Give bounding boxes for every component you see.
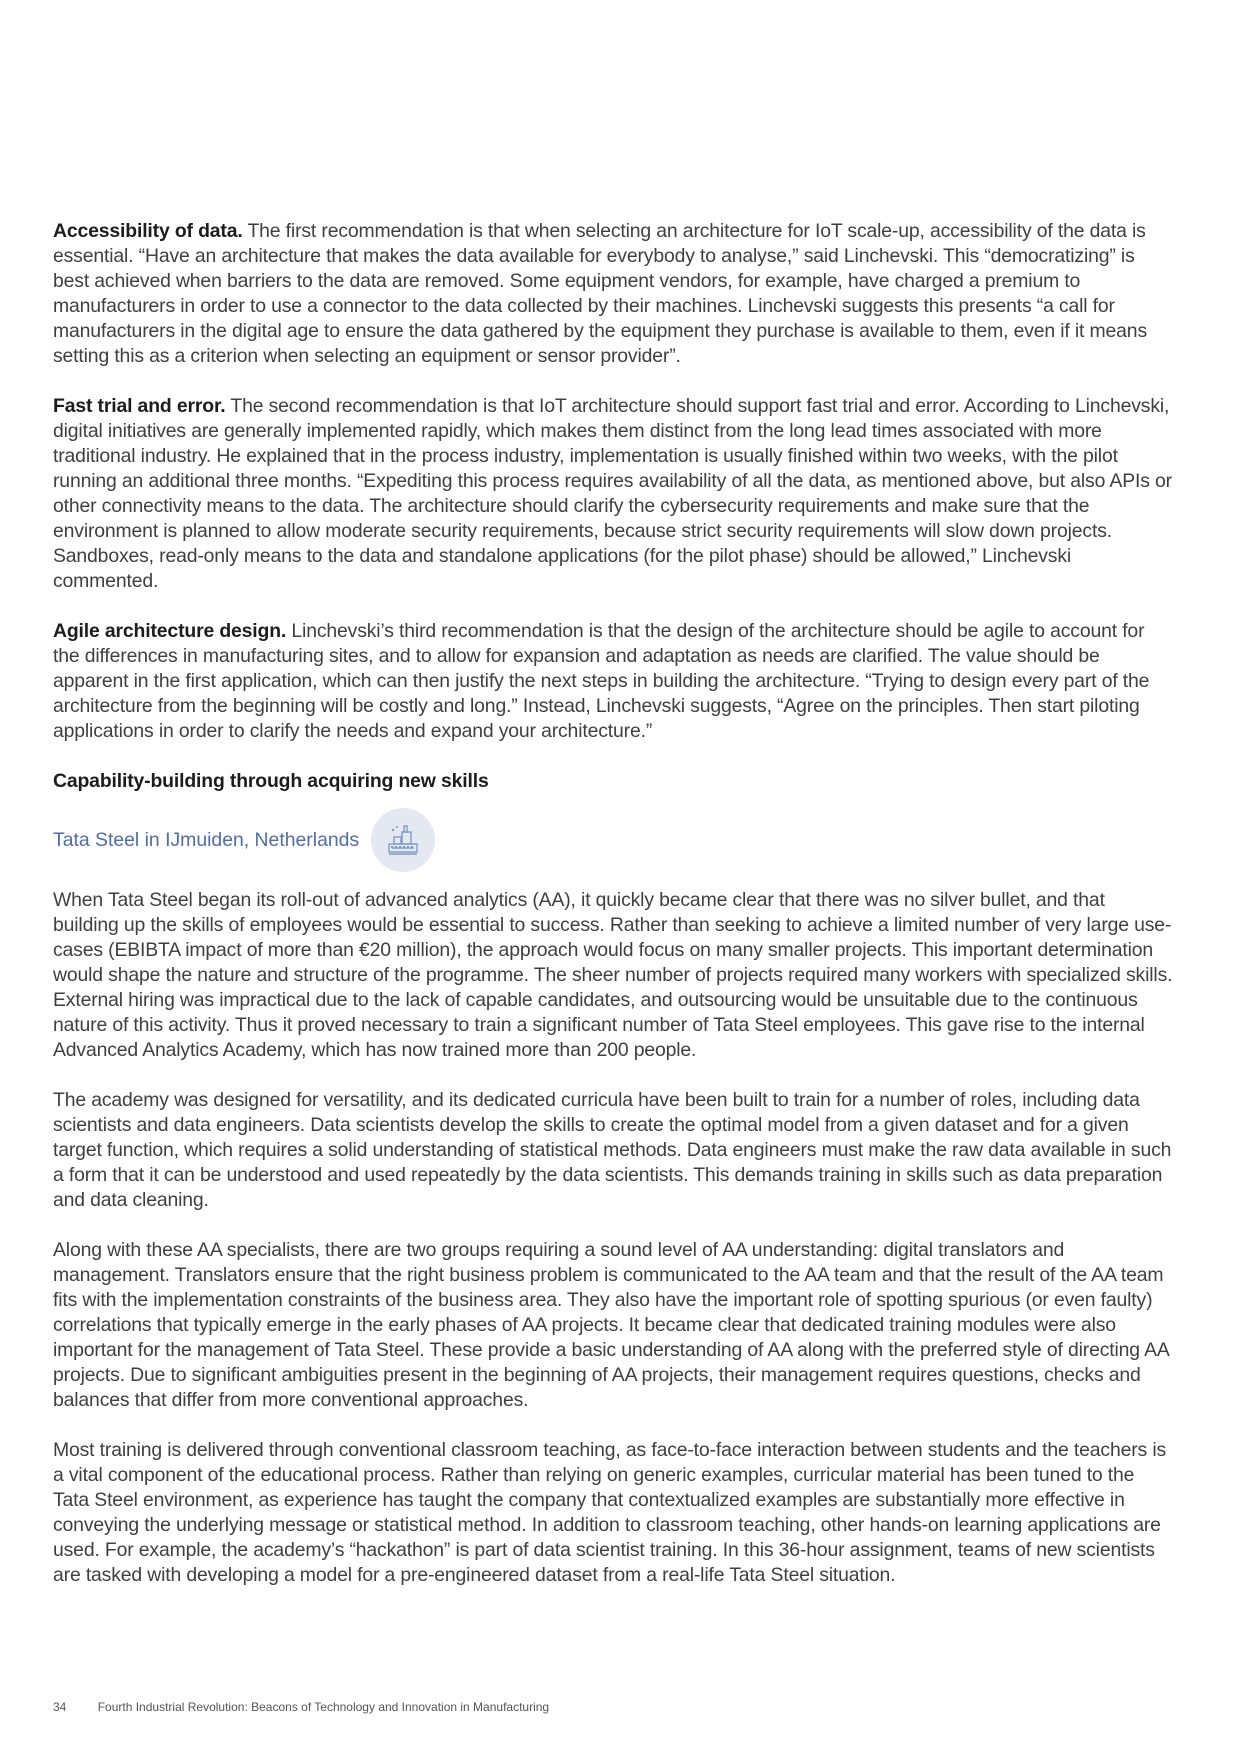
page-footer	[53, 1700, 549, 1714]
paragraph-text: Linchevski’s third recommendation is that the design of the architecture should be agile to account for the differences in manufacturing sites, and to allow for expansion and adaptation as needs are clarified. The value should be apparent in the first application, which can then justify the next steps in building the architecture. “Trying to design every part of the architecture from the beginning will be costly and long.” Instead, Linchevski suggests, “Agree on the principles. Then start piloting applications in order to clarify the needs and expand your architecture.”	[53, 620, 1150, 742]
paragraph-accessibility-of-data	[53, 219, 1173, 369]
section-heading: Capability-building through acquiring new skills	[53, 770, 489, 792]
case-study-title: Tata Steel in IJmuiden, Netherlands	[53, 828, 360, 851]
page-number: 34	[53, 1700, 67, 1714]
factory-icon	[371, 808, 435, 872]
page-content	[53, 219, 1173, 1613]
paragraph-lead: Fast trial and error.	[53, 395, 226, 417]
paragraph-tata-steel-rollout: When Tata Steel began its roll-out of advanced analytics (AA), it quickly became clear that there was no silver bullet, and that building up the skills of employees would be essential to success. Rather than seeking to achieve a limited number of very large use-cases (EBIBTA impact of more than €20 million), the approach would focus on many smaller projects. This important determination would shape the nature and structure of the programme. The sheer number of projects required many workers with specialized skills. External hiring was impractical due to the lack of capable candidates, and outsourcing would be unsuitable due to the continuous nature of this activity. Thus it proved necessary to train a significant number of Tata Steel employees. This gave rise to the internal Advanced Analytics Academy, which has now trained more than 200 people.	[53, 889, 1173, 1061]
paragraph-text: The first recommendation is that when selecting an architecture for IoT scale-up, accessibility of the data is essential. “Have an architecture that makes the data available for everybody to analyse,” said Linchevski. This “democratizing” is best achieved when barriers to the data are removed. Some equipment vendors, for example, have charged a premium to manufacturers in order to use a connector to the data collected by their machines. Linchevski suggests this presents “a call for manufacturers in the digital age to ensure the data gathered by the equipment they purchase is available to them, even if it means setting this as a criterion when selecting an equipment or sensor provider”.	[53, 220, 1147, 367]
paragraph-fast-trial-and-error	[53, 394, 1173, 594]
paragraph-agile-architecture-design	[53, 619, 1173, 744]
paragraph-academy-design: The academy was designed for versatility, and its dedicated curricula have been built to train for a number of roles, including data scientists and data engineers. Data scientists develop the skills to create the optimal model from a given dataset and for a given target function, which requires a solid understanding of statistical methods. Data engineers must make the raw data available in such a form that it can be understood and used repeatedly by the data scientists. This demands training in skills such as data preparation and data cleaning.	[53, 1089, 1172, 1211]
case-study-header	[53, 808, 1173, 872]
paragraph-aa-understanding: Along with these AA specialists, there are two groups requiring a sound level of AA understanding: digital translators and management. Translators ensure that the right business problem is communicated to the AA team and that the result of the AA team fits with the implementation constraints of the business area. They also have the important role of spotting spurious (or even faulty) correlations that typically emerge in the early phases of AA projects. It became clear that dedicated training modules were also important for the management of Tata Steel. These provide a basic understanding of AA along with the preferred style of directing AA projects. Due to significant ambiguities present in the beginning of AA projects, their management requires questions, checks and balances that differ from more conventional approaches.	[53, 1239, 1169, 1411]
paragraph-training-delivery: Most training is delivered through conventional classroom teaching, as face-to-face interaction between students and the teachers is a vital component of the educational process. Rather than relying on generic examples, curricular material has been tuned to the Tata Steel environment, as experience has taught the company that contextualized examples are substantially more effective in conveying the underlying message or statistical method. In addition to classroom teaching, other hands-on learning applications are used. For example, the academy’s “hackathon” is part of data scientist training. In this 36-hour assignment, teams of new scientists are tasked with developing a model for a pre-engineered dataset from a real-life Tata Steel situation.	[53, 1439, 1167, 1586]
paragraph-lead: Agile architecture design.	[53, 620, 287, 642]
paragraph-text: The second recommendation is that IoT architecture should support fast trial and error. According to Linchevski, digital initiatives are generally implemented rapidly, which makes them distinct from the long lead times associated with more traditional industry. He explained that in the process industry, implementation is usually finished within two weeks, with the pilot running an additional three months. “Expediting this process requires availability of all the data, as mentioned above, but also APIs or other connectivity means to the data. The architecture should clarify the cybersecurity requirements and make sure that the environment is planned to allow moderate security requirements, because strict security requirements will slow down projects. Sandboxes, read-only means to the data and standalone applications (for the pilot phase) should be allowed,” Linchevski commented.	[53, 395, 1172, 592]
factory-icon-graphic	[383, 820, 423, 860]
publication-title: Fourth Industrial Revolution: Beacons of Technology and Innovation in Manufacturing	[97, 1700, 550, 1714]
paragraph-lead: Accessibility of data.	[53, 220, 243, 242]
